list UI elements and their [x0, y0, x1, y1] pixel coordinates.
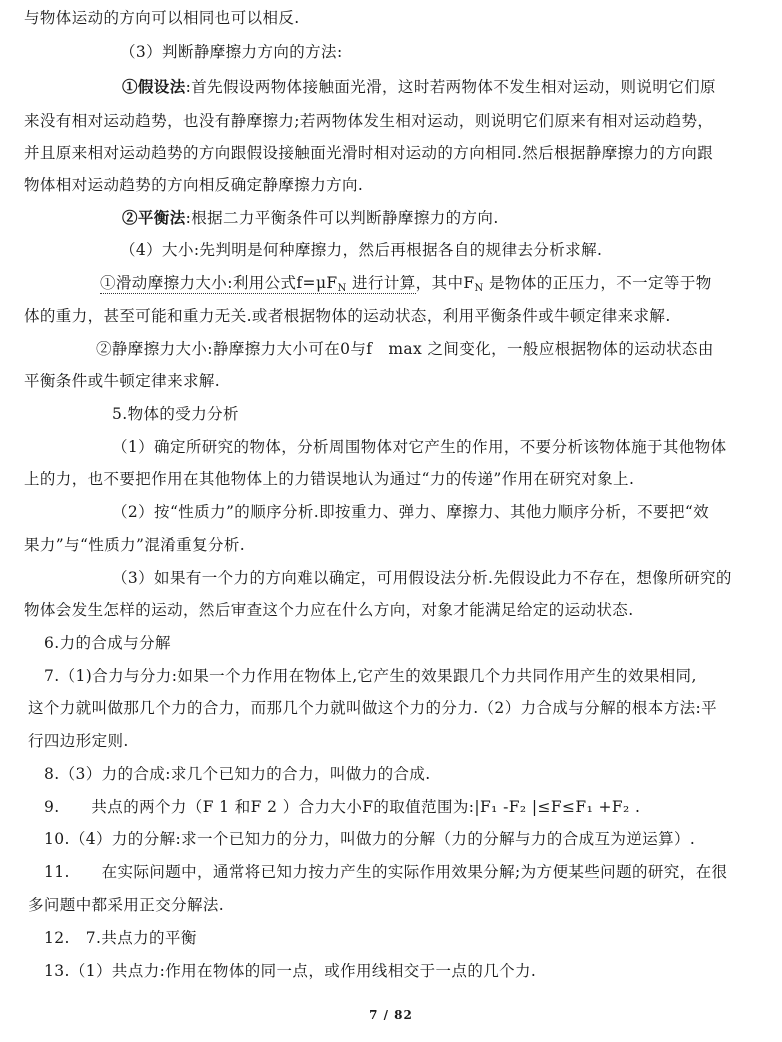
bold-term: ①假设法	[122, 77, 186, 96]
text-line-5: 并且原来相对运动趋势的方向跟假设接触面光滑时相对运动的方向相同.然后根据静摩擦力的方向跟	[24, 144, 714, 162]
text-line-20: 6.力的合成与分解	[44, 634, 171, 652]
text-line-25: 9. 共点的两个力（F 1 和F 2 ）合力大小F的取值范围为:|F₁ -F₂ |≤F≤F₁ +F₂ .	[44, 798, 641, 816]
text-line-19: 物体会发生怎样的运动，然后审查这个力应在什么方向，对象才能满足给定的运动状态.	[24, 601, 634, 619]
text-line-24: 8.（3）力的合成:求几个已知力的合力，叫做力的合成.	[44, 765, 431, 783]
text-line-3: ①假设法:首先假设两物体接触面光滑，这时若两物体不发生相对运动，则说明它们原	[122, 77, 716, 96]
text-line-12: 平衡条件或牛顿定律来求解.	[24, 372, 221, 390]
text-line-11: ②静摩擦力大小:静摩擦力大小可在0与f max 之间变化，一般应根据物体的运动状态由	[96, 340, 714, 358]
text-line-7: ②平衡法:根据二力平衡条件可以判断静摩擦力的方向.	[122, 208, 499, 227]
text-line-21: 7.（1)合力与分力:如果一个力作用在物体上,它产生的效果跟几个力共同作用产生的效果相同,	[44, 667, 697, 685]
text-line-22: 这个力就叫做那几个力的合力，而那几个力就叫做这个力的分力.（2）力合成与分解的根本方法:平	[28, 699, 718, 717]
text-line-16: （2）按“性质力”的顺序分析.即按重力、弹力、摩擦力、其他力顺序分析，不要把“效	[112, 503, 710, 521]
bold-term: ②平衡法	[122, 208, 186, 227]
text-line-4: 来没有相对运动趋势，也没有静摩擦力;若两物体发生相对运动，则说明它们原来有相对运动趋势，	[24, 112, 714, 130]
dotted-underline-phrase: ①滑动摩擦力大小:利用公式$f=\mu F_N$ 进行计算	[100, 274, 416, 294]
text-line-9: ①滑动摩擦力大小:利用公式$f=\mu F_N$ 进行计算，其中$F_N$ 是物体的正压力，不一定等于物	[100, 274, 712, 294]
text-line-28: 多问题中都采用正交分解法.	[28, 896, 225, 914]
page-number: 7 / 82	[369, 1008, 413, 1022]
text-line-8: （4）大小:先判明是何种摩擦力，然后再根据各自的规律去分析求解.	[120, 241, 603, 259]
text-line-29: 12. 7.共点力的平衡	[44, 929, 197, 947]
text-line-1: 与物体运动的方向可以相同也可以相反.	[24, 9, 300, 27]
text-line-18: （3）如果有一个力的方向难以确定，可用假设法分析.先假设此力不存在，想像所研究的	[112, 569, 732, 587]
text-line-2: （3）判断静摩擦力方向的方法:	[120, 43, 343, 61]
text-line-13: 5.物体的受力分析	[112, 405, 239, 423]
text-line-10: 体的重力，甚至可能和重力无关.或者根据物体的运动状态，利用平衡条件或牛顿定律来求解.	[24, 307, 671, 325]
text-line-30: 13.（1）共点力:作用在物体的同一点，或作用线相交于一点的几个力.	[44, 962, 537, 980]
text-line-26: 10.（4）力的分解:求一个已知力的分力，叫做力的分解（力的分解与力的合成互为逆运算）.	[44, 830, 696, 848]
text-line-27: 11. 在实际问题中，通常将已知力按力产生的实际作用效果分解;为方便某些问题的研究，在很	[44, 863, 728, 881]
text-line-15: 上的力，也不要把作用在其他物体上的力错误地认为通过“力的传递”作用在研究对象上.	[24, 470, 635, 488]
text-line-23: 行四边形定则.	[28, 732, 129, 750]
text-line-14: （1）确定所研究的物体，分析周围物体对它产生的作用，不要分析该物体施于其他物体	[112, 438, 727, 456]
text-line-6: 物体相对运动趋势的方向相反确定静摩擦力方向.	[24, 176, 364, 194]
text-line-17: 果力”与“性质力”混淆重复分析.	[24, 536, 246, 554]
